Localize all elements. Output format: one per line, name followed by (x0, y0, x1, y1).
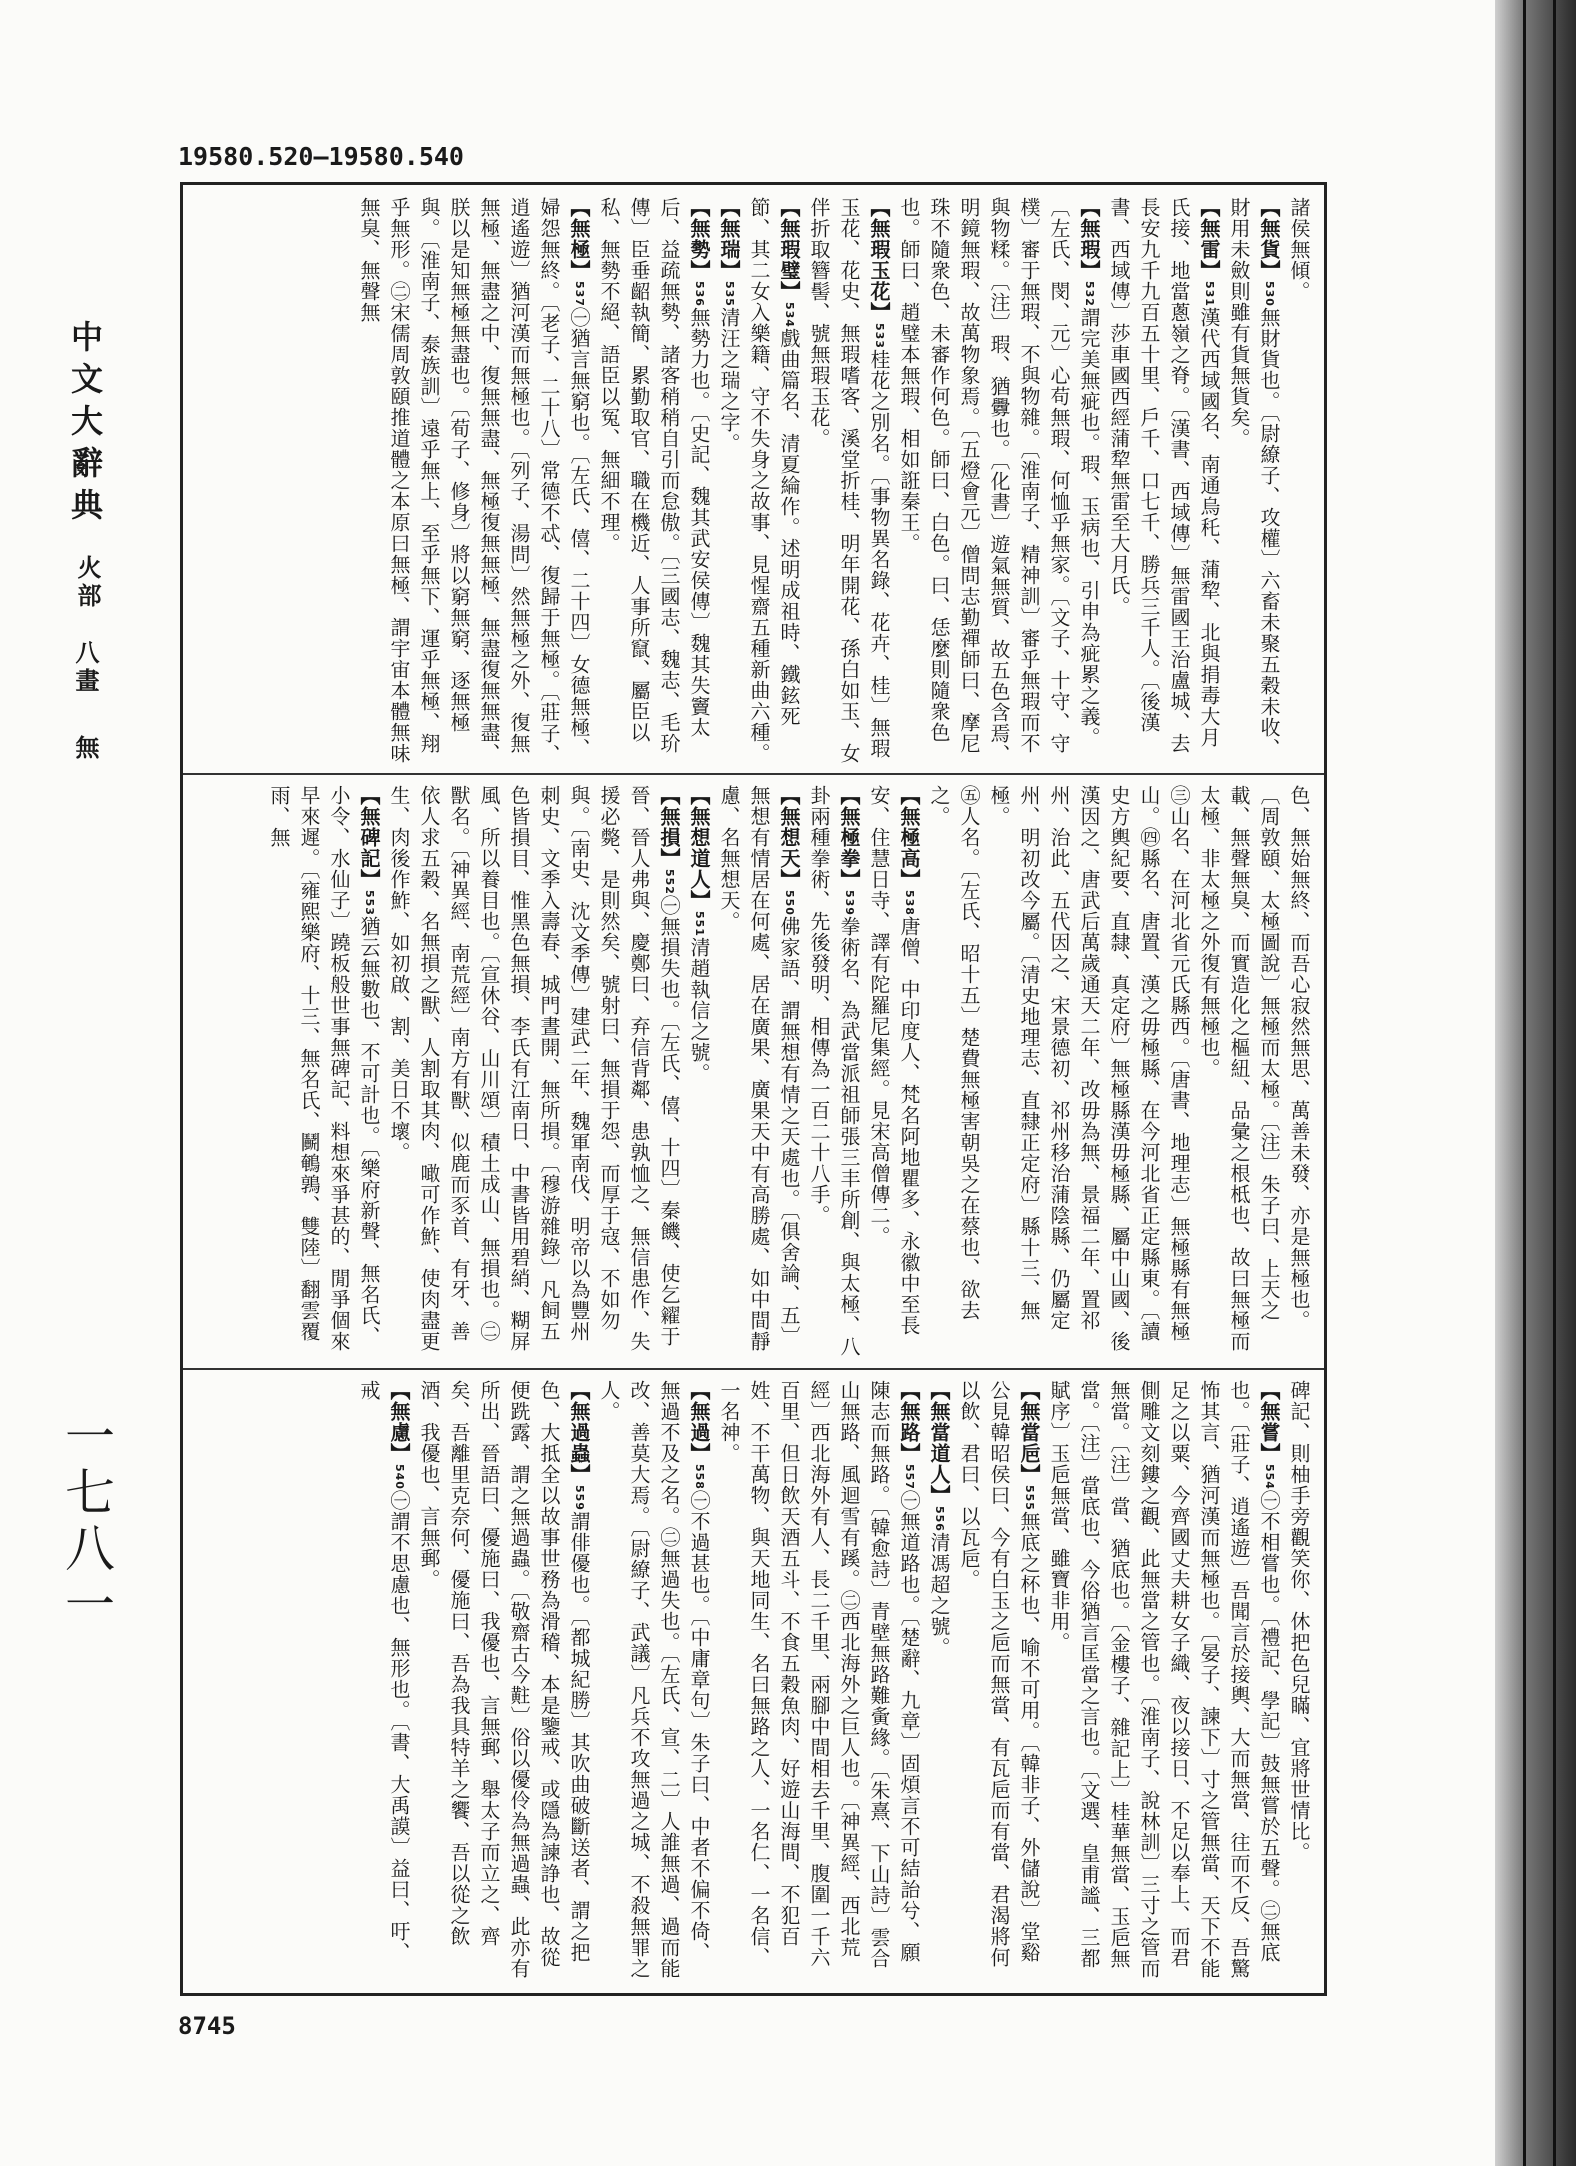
entry-headword: 【無極拳】 (837, 785, 861, 890)
entry-headword: 【無瑕璧】 (777, 197, 801, 302)
entry-number: 538 (903, 890, 916, 916)
entry-headword: 【無想天】 (777, 785, 801, 890)
entry-headword: 【無瑕】 (1077, 197, 1101, 281)
entry-number: 535 (723, 281, 736, 307)
entry-definition: 桂花之別名。〔事物異名錄、花卉、桂〕無瑕玉花、花史、無瑕嗜客、溪堂折桂、明年開花、孫白如玉、女伴折取簪髻、號無瑕玉花。 (807, 197, 891, 764)
entry-definition: 諸侯無傾。 (1287, 197, 1311, 302)
entry-number: 554 (1263, 1464, 1276, 1490)
dictionary-entry (714, 785, 804, 1358)
entry-definition: 謂俳優也。〔都城紀勝〕其吹曲破斷送者、謂之把色、大抵全以故事世務為滑稽、本是鑒戒、或隱為諫諍也、故從便跣露、謂之無過蟲。〔敬齋古今黈〕俗以優伶為無過蟲、此亦有所出、晉語曰、優施曰、我優也、言無郵、舉太子而立之、齊矣、吾離里克奈何、優施曰、吾為我具特羊之饗、吾以從之飲酒、我優也、言無郵。 (417, 1380, 591, 1979)
dictionary-entry (924, 785, 984, 1358)
dictionary-entry (714, 1380, 924, 1980)
entry-number: 540 (393, 1464, 406, 1490)
entry-number: 532 (1083, 281, 1096, 307)
book-spine-edge (1495, 0, 1576, 2166)
entry-headword: 【無損】 (657, 785, 681, 869)
entry-headword: 【無過】 (687, 1380, 711, 1464)
entry-definition: ㊀不相嘗也。〔禮記、學記〕鼓無嘗於五聲。㊁無底也。〔莊子、逍遙遊〕吾聞言於接輿、大而無當、往而不反、吾驚怖其言、猶河漢而無極也。〔晏子、諫下〕寸之管無當、天下不能足之以粟、今齊國丈夫耕女子織、夜以接日、不足以奉上、而君側雕文刻鏤之觀、此無當之管也。〔淮南子、說林訓〕三寸之管而無當。〔注〕當、猶底也。〔金樓子、雜記上〕桂華無當、玉巵無當。〔注〕當底也、今俗猶言匡當之言也。〔文選、皇甫謐、三都賦序〕玉巵無當、雖寶非用。 (1047, 1380, 1281, 1979)
entry-definition: ㊀不過甚也。〔中庸章句〕朱子曰、中者不偏不倚、無過不及之名。㊁無過失也。〔左氏、宣、二〕人誰無過、過而能改、善莫大焉。〔尉繚子、武議〕凡兵不攻無過之城、不殺無罪之人。 (597, 1380, 711, 1979)
entry-number: 539 (843, 890, 856, 916)
entry-number: 552 (663, 869, 676, 895)
entry-number: 536 (693, 281, 706, 307)
dictionary-entry (414, 1380, 594, 1980)
dictionary-entry (1284, 1380, 1314, 1980)
entry-definition: ㊂山名、在河北省元氏縣西。〔唐書、地理志〕無極縣有無極山。㊃縣名、唐置、漢之毋極縣、在今河北省正定縣東。〔讀史方輿紀要、直隸、真定府〕無極縣漢毋極縣、屬中山國、後漢因之、唐武后萬歲通天二年、改毋為無、景福二年、置祁州、治此、五代因之、宋景德初、祁州移治蒲陰縣、仍屬定州、明初改今屬。〔清史地理志、直隸正定府〕縣十三、無極。 (987, 785, 1191, 1352)
dictionary-entry (954, 1380, 1044, 1980)
dictionary-entry (1194, 785, 1314, 1358)
entry-definition: ㊀無道路也。〔楚辭、九章〕固煩言不可結詒兮、願陳志而無路。〔韓愈詩〕青壁無路難夤緣。〔朱熹、下山詩〕雲合山無路、風迴雪有蹊。㊁西北海外之巨人也。〔神異經、西北荒經〕西北海外有人、長二千里、兩腳中間相去千里、腹圍一千六百里、但日飲天酒五斗、不食五穀魚肉、好遊山海間、不犯百姓、不干萬物、與天地同生、名曰無路之人、一名仁、一名信、一名神。 (717, 1380, 921, 1969)
dictionary-entry (1284, 197, 1314, 767)
entry-definition: 無財貨也。〔尉繚子、攻權〕六畜未聚五穀未收、財用未斂則雖有貨無貨矣。 (1227, 197, 1281, 759)
dictionary-entry (714, 197, 744, 767)
entry-headword: 【無瑕玉花】 (867, 197, 891, 323)
dictionary-entry (594, 197, 714, 767)
entry-definition: ㊄人名。〔左氏、昭十五〕楚費無極害朝吳之在蔡也、欲去之。 (927, 785, 981, 1321)
entry-definition: 佛家語、謂無想有情之天處也。〔俱舍論、五〕無想有情居在何處、居在廣果、廣果天中有高勝處、如中間靜慮、名無想天。 (717, 785, 801, 1352)
section-divider (183, 1368, 1324, 1370)
stroke-count-label: 八畫 (71, 640, 100, 696)
dictionary-entry (864, 785, 924, 1358)
text-section-bottom (197, 1380, 1314, 1980)
entry-number: 559 (573, 1485, 586, 1511)
entry-headword: 【無路】 (897, 1380, 921, 1464)
entry-definition: 猶云無數也、不可計也。〔樂府新聲、無名氏、小令、水仙子〕蹺板般世事無碑記、料想來爭甚的、閒爭個來早來遲。〔雍熙樂府、十三、無名氏、鬭鵪鶉、雙陸〕翻雲覆雨、無 (267, 785, 381, 1352)
radical-label: 火部 (73, 555, 102, 611)
entry-number: 530 (1263, 281, 1276, 307)
dictionary-entry (264, 785, 384, 1358)
entry-definition: ㊀謂不思慮也、無形也。〔書、大禹謨〕益曰、吁、戒 (357, 1380, 411, 1963)
dictionary-entry (804, 785, 864, 1358)
entry-number: 556 (933, 1506, 946, 1532)
entry-number: 534 (783, 302, 796, 328)
text-section-middle (197, 785, 1314, 1358)
dictionary-entry (804, 197, 894, 767)
entry-headword: 【無當道人】 (927, 1380, 951, 1506)
entry-headword: 【無嘗】 (1257, 1380, 1281, 1464)
text-frame (180, 182, 1327, 1996)
page-number: 一七八一 (57, 1410, 115, 1634)
entry-headword: 【無瑞】 (717, 197, 741, 281)
dictionary-entry (354, 1380, 414, 1980)
entry-number: 558 (693, 1464, 706, 1490)
dictionary-entry (684, 785, 714, 1358)
entry-headword: 【無慮】 (387, 1380, 411, 1464)
dictionary-entry (1224, 197, 1284, 767)
dictionary-entry (384, 785, 684, 1358)
dictionary-entry (594, 1380, 714, 1980)
entry-definition: 謂完美無疵也。瑕、玉病也、引申為疵累之義。〔左氏、閔、元〕心苟無瑕、何恤乎無家。〔文子、十守、守樸〕審于無瑕、不與物雜。〔淮南子、精神訓〕審乎無瑕而不與物糅。〔注〕瑕、猶釁也。〔化書〕遊氣無質、故五色含焉、明鏡無瑕、故萬物象焉。〔五燈會元〕僧問志勤禪師曰、摩尼珠不隨衆色、未審作何色。師曰、白色。曰、恁麼則隨衆色也。師曰、趙璧本無瑕、相如誑秦王。 (897, 197, 1101, 765)
entry-definition: 拳術名、為武當派祖師張三丰所創、與太極、八卦兩種拳術、先後發明、相傳為一百二十八手。 (807, 785, 861, 1357)
entry-headword: 【無貨】 (1257, 197, 1281, 281)
entry-headword: 【無極】 (567, 197, 591, 281)
entry-headword: 【無雷】 (1197, 197, 1221, 281)
entry-headword: 【無過蟲】 (567, 1380, 591, 1485)
entry-number: 537 (573, 281, 586, 307)
head-character: 無 (71, 735, 100, 763)
entry-definition: 無底之杯也、喻不可用。〔韓非子、外儲說〕堂谿公見韓昭侯曰、今有白玉之巵而無當、有瓦巵而有當、君渴將何以飲、君曰、以瓦巵。 (957, 1380, 1041, 1968)
entry-definition: 色、無始無終、而吾心寂然無思、萬善未發、亦是無極也。〔周敦頤、太極圖說〕無極而太極。〔注〕朱子曰、上天之載、無聲無臭、而實造化之樞紐、品彙之根柢也、故曰無極而太極、非太極之外復有無極也。 (1197, 785, 1311, 1352)
dictionary-entry (924, 1380, 954, 1980)
entry-definition: 無勢力也。〔史記、魏其武安侯傳〕魏其失竇太后、益疏無勢、諸客稍稍自引而怠傲。〔三國志、魏志、毛玠傳〕臣垂齠執簡、累勤取官、職在機近、人事所竄、屬臣以私、無勢不絕、語臣以冤、無細不理。 (597, 197, 711, 754)
entry-number: 531 (1203, 281, 1216, 307)
text-section-top (197, 197, 1314, 767)
entry-definition: 清趙執信之號。 (687, 936, 711, 1084)
entry-number: 533 (873, 323, 886, 349)
entry-headword: 【無勢】 (687, 197, 711, 281)
entry-definition: 唐僧、中印度人、梵名阿地瞿多、永徽中至長安、住慧日寺、譯有陀羅尼集經。見宋高僧傳二。 (867, 785, 921, 1336)
entry-headword: 【無極高】 (897, 785, 921, 890)
dictionary-entry (354, 197, 594, 767)
entry-number: 550 (783, 890, 796, 916)
section-divider (183, 773, 1324, 775)
entry-number: 553 (363, 890, 376, 916)
entry-headword: 【無當巵】 (1017, 1380, 1041, 1485)
dictionary-entry (1044, 1380, 1284, 1980)
entry-number: 551 (693, 911, 706, 937)
dictionary-entry (744, 197, 804, 767)
entry-definition: 漢代西域國名、南通烏秅、蒲犂、北與捐毒大月氏接、地當蔥嶺之脊。〔漢書、西域傳〕無雷國王治盧城、去長安九千九百五十里、戶千、口七千、勝兵三千人。〔後漢書、西域傳〕莎車國西經蒲犂無雷至大月氏。 (1107, 197, 1221, 754)
entry-code-range: 19580.520—19580.540 (178, 142, 464, 171)
entry-definition: 清馮超之號。 (927, 1531, 951, 1658)
entry-definition: 戲曲篇名、清夏綸作。述明成祖時、鐵鉉死節、其二女入樂籍、守不失身之故事、見惺齋五種新曲六種。 (747, 197, 801, 764)
dictionary-entry (1104, 197, 1224, 767)
entry-headword: 【無碑記】 (357, 785, 381, 890)
entry-headword: 【無想道人】 (687, 785, 711, 911)
dictionary-title: 中文大辭典 (66, 320, 104, 530)
entry-definition: 碑記、則柚手旁觀笑你、休把色兒瞞、宜將世情比。 (1287, 1380, 1311, 1863)
dictionary-entry (984, 785, 1194, 1358)
dictionary-entry (894, 197, 1104, 767)
entry-definition: ㊀猶言無窮也。〔左氏、僖、二十四〕女德無極、婦怨無終。〔老子、二十八〕常德不忒、復歸于無極。〔莊子、逍遙遊〕猶河漢而無極也。〔列子、湯問〕然無極之外、復無無極、無盡之中、復無無盡、無極復無無極、無盡復無無盡、朕以是知無極無盡也。〔荀子、修身〕將以窮無窮、逐無極與。〔淮南子、泰族訓〕遠乎無上、至乎無下、運乎無極、翔乎無形。㊁宋儒周敦頤推道體之本原曰無極、謂宇宙本體無味無臭、無聲無 (357, 197, 591, 765)
entry-definition: 清汪之瑞之字。 (717, 306, 741, 454)
entry-number: 557 (903, 1464, 916, 1490)
volume-page-number: 8745 (178, 2012, 236, 2040)
entry-definition: ㊀無損失也。〔左氏、僖、十四〕秦饑、使乞糴于晉、晉人弗與、慶鄭曰、弃信背鄰、患孰恤之、無信患作、失援必斃、是則然矣、號射曰、無損于怨、而厚于寇、不如勿與。〔南史、沈文季傳〕建武二年、魏軍南伐、明帝以為豐州刺史、文季入壽春、城門晝開、無所損。〔穆游雜錄〕凡飼五色皆損目、惟黑色無損、李氏有江南日、中書皆用碧綃、糊屏風、所以養目也。〔宣休谷、山川頌〕積土成山、無損也。㊁獸名。〔神異經、南荒經〕南方有獸、似鹿而豕首、有牙、善依人求五穀、名無損之獸、人割取其肉、噉可作鮓、使肉盡更生、肉後作鮓、如初啟、割、美日不壞。 (387, 785, 681, 1352)
entry-number: 555 (1023, 1485, 1036, 1511)
